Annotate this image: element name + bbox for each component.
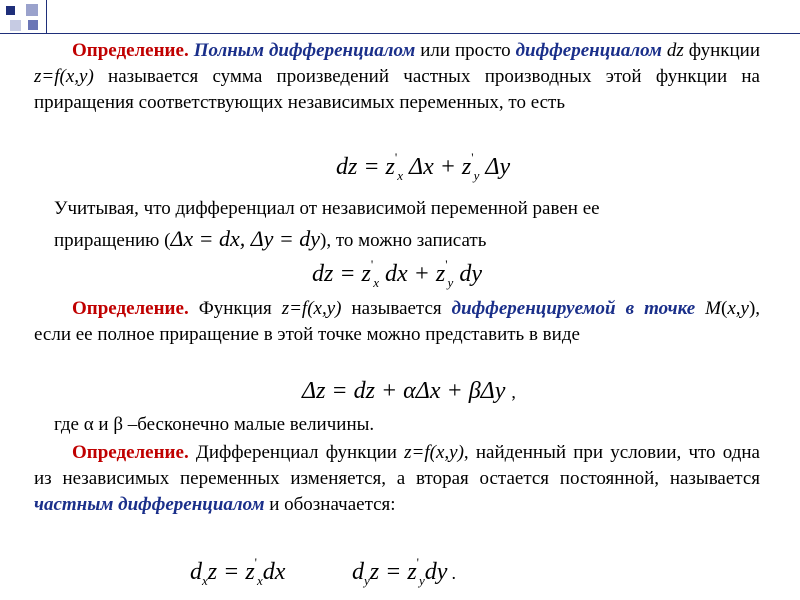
text [695,298,705,319]
prime: ' [416,555,419,570]
function-expr: z=f(x,y) [281,298,342,319]
formula-dot: . [451,563,456,583]
formula-sub: x [397,168,403,183]
formula-part: Δy [485,154,511,180]
formula-part: dz = z [312,261,371,287]
text-line: Учитывая, что дифференциал от независимой переменной равен ее [54,198,600,219]
formula-part: z = z [369,559,417,585]
definition-differentiable [34,296,760,348]
formula-partial-y [352,555,456,589]
formula-comma: , [511,382,516,402]
definition-full-differential [34,38,760,116]
formula-part: dx + z [385,261,446,287]
formula-partial-x [190,555,285,589]
prime: ' [254,555,257,570]
text: называется сумма произведений частных производных этой функции на приращения соответствующих независимых переменных, то есть [34,66,760,113]
text: ), если ее полное приращение в этой точке можно представить в виде [34,298,761,345]
formula-part: d [190,559,202,585]
formula-part: dy [424,559,448,585]
text: ), то можно записать [320,230,487,251]
text: Функция [188,298,282,319]
text: или просто [415,40,516,61]
corner-square-icon [26,4,38,16]
formula-sub: y [364,573,370,588]
corner-square-icon [28,20,38,30]
prime: ' [370,257,374,272]
text: ( [720,298,728,319]
text: функции [683,40,761,61]
formula-sub: x [257,573,263,588]
formula-part: Δz = dz + αΔx + βΔy [302,378,506,404]
text: приращению ( [54,230,171,251]
decor-vertical-line [46,0,47,34]
formula-part: z = z [207,559,255,585]
formula-part: dz = z [336,154,395,180]
text: , найденный при условии, что одна из независимых переменных изменяется, а вторая остается постоянной, называется [34,442,760,489]
formula-differential [312,257,482,291]
text-line [54,226,486,254]
formula-part: dx [262,559,286,585]
prime: ' [471,150,474,165]
definition-label: Определение. [72,442,189,463]
term-differentiable: дифференцируемой в точке [451,298,696,319]
prime: ' [394,150,398,165]
formula-sub: y [447,275,454,290]
term-full-differential: Полным дифференциалом [193,40,416,61]
corner-square-icon [10,20,21,31]
corner-square-icon [6,6,15,15]
function-expr: z=f(x,y) [34,66,94,87]
text: и обозначается: [264,494,396,515]
prime: ' [445,257,448,272]
formula-full-differential [336,150,510,184]
formula-sub: y [473,168,480,183]
function-expr: z=f(x,y) [404,442,464,463]
formula-sub: x [373,275,379,290]
formula-sub: x [202,573,208,588]
formula-part: d [352,559,364,585]
formula-part: dy [459,261,482,287]
formula-part: Δx + z [409,154,472,180]
definition-partial-differential [34,440,760,518]
formula-increment [302,378,516,405]
symbol-dz: dz [666,40,684,61]
text-line: где α и β –бесконечно малые величины. [54,414,375,435]
point-coords: x,y [727,298,749,319]
term-differential: дифференциалом [515,40,662,61]
term-partial-differential: частным дифференциалом [34,494,265,515]
formula-sub: y [419,573,425,588]
text: называется [341,298,452,319]
decor-horizontal-line [0,33,800,34]
text: Дифференциал функции [188,442,405,463]
inline-formula: Δx = dx, Δy = dy [170,226,321,251]
definition-label: Определение. [72,40,189,61]
corner-decoration [0,0,80,40]
point-symbol: M [705,298,721,319]
definition-label: Определение. [72,298,189,319]
